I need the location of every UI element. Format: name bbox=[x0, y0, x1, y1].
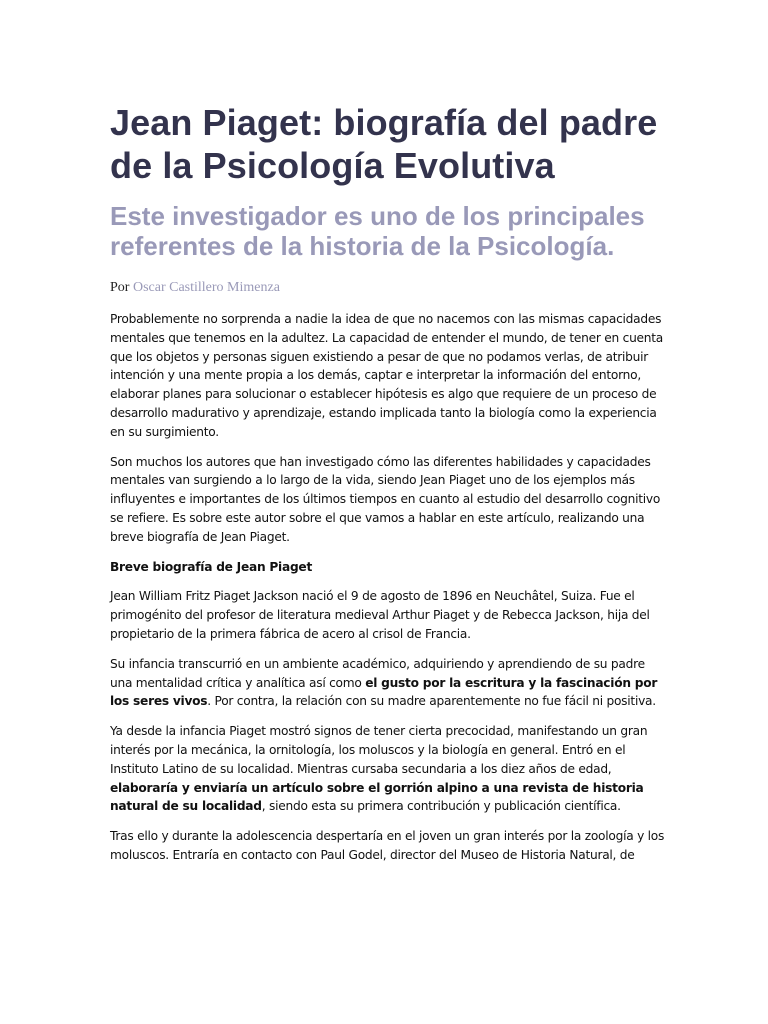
byline-prefix: Por bbox=[110, 280, 130, 295]
section-heading: Breve biografía de Jean Piaget bbox=[110, 559, 313, 574]
byline bbox=[110, 279, 668, 297]
paragraph-text: . Por contra, la relación con su madre aparentemente no fue fácil ni positiva. bbox=[207, 694, 656, 709]
article-subtitle: Este investigador es uno de los principales referentes de la historia de la Psicología. bbox=[110, 201, 645, 261]
paragraph bbox=[110, 722, 668, 816]
paragraph: Probablemente no sorprenda a nadie la idea de que no nacemos con las mismas capacidades mentales que tenemos en la adultez. La capacidad de entender el mundo, de tener en cuenta que los objetos y personas siguen existiendo a pesar de que no podamos verlas, de atribuir intención y una mente propia a los demás, captar e interpretar la información del entorno, elaborar planes para solucionar o establecer hipótesis es algo que requiere de un proceso de desarrollo madurativo y aprendizaje, estando implicada tanto la biología como la experiencia en su surgimiento. bbox=[110, 312, 664, 439]
paragraph-bold-text: el gusto por la escritura y la fascinación por los seres vivos bbox=[110, 675, 658, 709]
paragraph: Tras ello y durante la adolescencia despertaría en el joven un gran interés por la zoología y los moluscos. Entraría en contacto con Paul Godel, director del Museo de Historia Natural, de bbox=[110, 829, 665, 862]
article-body bbox=[110, 310, 668, 865]
paragraph-text: Su infancia transcurrió en un ambiente académico, adquiriendo y aprendiendo de su padre una mentalidad crítica y analítica así como bbox=[110, 656, 645, 690]
paragraph bbox=[110, 655, 668, 711]
article-title: Jean Piaget: biografía del padre de la Psicología Evolutiva bbox=[110, 102, 658, 186]
paragraph-text: , siendo esta su primera contribución y publicación científica. bbox=[261, 799, 621, 814]
paragraph: Jean William Fritz Piaget Jackson nació el 9 de agosto de 1896 en Neuchâtel, Suiza. Fue el primogénito del profesor de literatura medieval Arthur Piaget y de Rebecca Jackson, hija del propietario de la primera fábrica de acero al crisol de Francia. bbox=[110, 589, 650, 641]
paragraph-text: Ya desde la infancia Piaget mostró signos de tener cierta precocidad, manifestando un gran interés por la mecánica, la ornitología, los moluscos y la biología en general. Entró en el Instituto Latino de su localidad. Mientras cursaba secundaria a los diez años de edad, bbox=[110, 724, 648, 776]
author-link[interactable]: Oscar Castillero Mimenza bbox=[132, 280, 280, 295]
paragraph-bold-text: elaboraría y enviaría un artículo sobre el gorrión alpino a una revista de historia natural de su localidad bbox=[110, 780, 644, 814]
paragraph: Son muchos los autores que han investigado cómo las diferentes habilidades y capacidades mentales van surgiendo a lo largo de la vida, siendo Jean Piaget uno de los ejemplos más influyentes e importantes de los últimos tiempos en cuanto al estudio del desarrollo cognitivo se refiere. Es sobre este autor sobre el que vamos a hablar en este artículo, realizando una breve biografía de Jean Piaget. bbox=[110, 454, 661, 544]
